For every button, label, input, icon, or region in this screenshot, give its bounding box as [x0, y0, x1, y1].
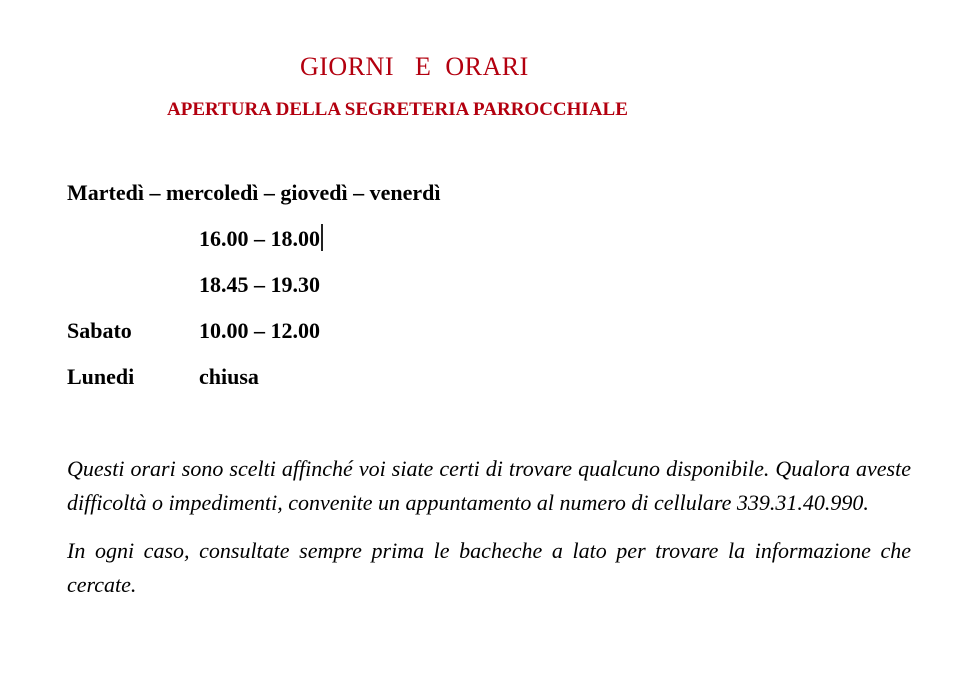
notes-section	[67, 452, 911, 616]
schedule-time: 10.00 – 12.00	[199, 318, 320, 343]
schedule-day: Sabato	[67, 318, 132, 343]
page-title: GIORNI E ORARI	[300, 52, 529, 81]
schedule-day: Martedì – mercoledì – giovedì – venerdì	[67, 180, 441, 205]
schedule-time	[199, 224, 323, 254]
schedule-time: 18.45 – 19.30	[199, 272, 320, 297]
page-subtitle: APERTURA DELLA SEGRETERIA PARROCCHIALE	[167, 99, 628, 120]
note-paragraph: Questi orari sono scelti affinché voi siate certi di trovare qualcuno disponibile. Qualora aveste difficoltà o impedimenti, convenite un appuntamento al numero di cellulare 339.31.40.990.	[67, 456, 911, 515]
text-cursor	[321, 224, 323, 251]
schedule-day: Lunedi	[67, 364, 135, 389]
note-paragraph: In ogni caso, consultate sempre prima le bacheche a lato per trovare la informazione che cercate.	[67, 538, 911, 597]
schedule-time: chiusa	[199, 364, 259, 389]
schedule-time-text: 16.00 – 18.00	[199, 226, 320, 251]
